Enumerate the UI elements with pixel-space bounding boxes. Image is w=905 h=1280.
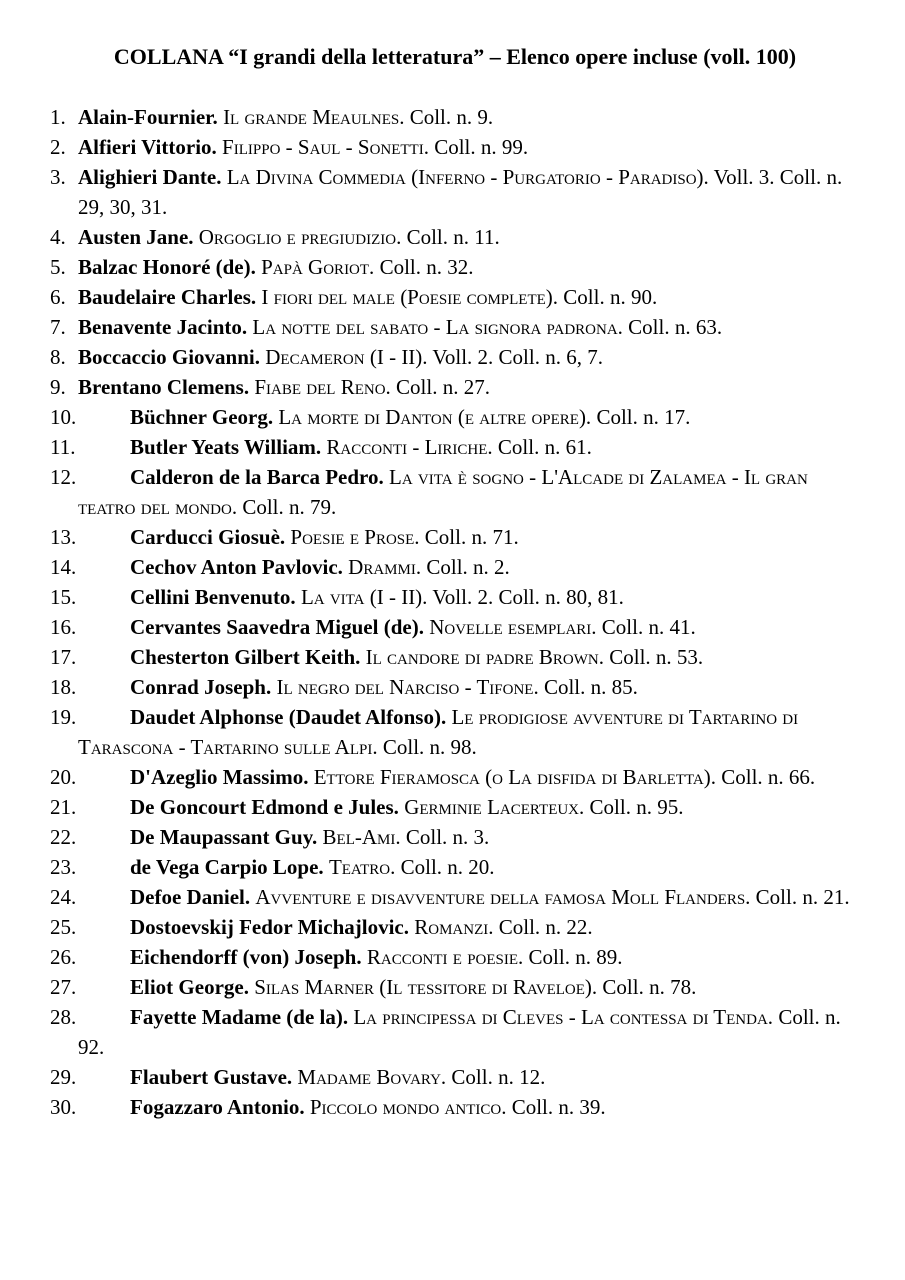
item-title: Racconti - Liriche. <box>326 435 493 459</box>
item-collection-info: Coll. n. 92. <box>78 1005 841 1059</box>
item-number: 19. <box>50 705 77 729</box>
item-author: Brentano Clemens. <box>78 375 250 399</box>
item-collection-info: Coll. n. 39. <box>511 1095 606 1119</box>
item-number: 13. <box>50 525 77 549</box>
item-collection-info: Coll. n. 11. <box>406 225 500 249</box>
item-title: Papà Goriot. <box>261 255 375 279</box>
item-number: 4. <box>50 225 66 249</box>
item-title: La principessa di Cleves - La contessa di Tenda. <box>353 1005 774 1029</box>
item-author: Austen Jane. <box>78 225 194 249</box>
list-item <box>50 252 860 282</box>
item-title: La morte di Danton (e altre opere). <box>278 405 592 429</box>
item-number: 9. <box>50 375 66 399</box>
item-title: Teatro. <box>328 855 396 879</box>
item-author: Balzac Honoré (de). <box>78 255 256 279</box>
item-collection-info: Coll. n. 21. <box>755 885 850 909</box>
list-item <box>50 372 860 402</box>
item-author: Benavente Jacinto. <box>78 315 248 339</box>
list-item <box>50 1002 860 1062</box>
item-author: De Goncourt Edmond e Jules. <box>130 795 399 819</box>
item-author: Calderon de la Barca Pedro. <box>130 465 384 489</box>
item-number: 17. <box>50 645 77 669</box>
item-author: Fogazzaro Antonio. <box>130 1095 305 1119</box>
list-item <box>50 702 860 762</box>
item-number: 28. <box>50 1005 77 1029</box>
item-collection-info: Coll. n. 20. <box>400 855 495 879</box>
list-item <box>50 552 860 582</box>
list-item <box>50 342 860 372</box>
item-collection-info: Coll. n. 2. <box>426 555 510 579</box>
item-title: Ettore Fieramosca (o La disfida di Barletta). <box>313 765 716 789</box>
item-collection-info: Voll. 3. Coll. n. 29, 30, 31. <box>78 165 843 219</box>
item-number: 24. <box>50 885 77 909</box>
item-author: Baudelaire Charles. <box>78 285 257 309</box>
item-collection-info: Coll. n. 63. <box>628 315 723 339</box>
item-author: Alighieri Dante. <box>78 165 222 189</box>
list-item <box>50 882 860 912</box>
item-collection-info: Coll. n. 90. <box>563 285 658 309</box>
item-title: Decameron (I - II). <box>265 345 428 369</box>
item-author: Butler Yeats William. <box>130 435 322 459</box>
page-title: COLLANA “I grandi della letteratura” – Elenco opere incluse (voll. 100) <box>113 44 797 69</box>
item-author: Alfieri Vittorio. <box>78 135 217 159</box>
item-collection-info: Coll. n. 95. <box>589 795 684 819</box>
item-title: I fiori del male (Poesie complete). <box>261 285 559 309</box>
item-title: Poesie e Prose. <box>290 525 420 549</box>
item-collection-info: Coll. n. 12. <box>451 1065 546 1089</box>
item-title: Madame Bovary. <box>297 1065 447 1089</box>
item-number: 23. <box>50 855 77 879</box>
item-collection-info: Coll. n. 71. <box>424 525 519 549</box>
item-title: Le prodigiose avventure di Tartarino di Tarascona - Tartarino sulle Alpi. <box>78 705 799 759</box>
item-number: 27. <box>50 975 77 999</box>
item-collection-info: Coll. n. 27. <box>396 375 490 399</box>
item-author: Chesterton Gilbert Keith. <box>130 645 361 669</box>
item-title: Fiabe del Reno. <box>254 375 391 399</box>
list-item <box>50 222 860 252</box>
item-collection-info: Coll. n. 9. <box>409 105 494 129</box>
list-item <box>50 1062 860 1092</box>
item-title: La vita (I - II). <box>300 585 428 609</box>
item-title: Germinie Lacerteux. <box>404 795 585 819</box>
item-number: 29. <box>50 1065 77 1089</box>
item-collection-info: Coll. n. 61. <box>497 435 592 459</box>
item-author: Eichendorff (von) Joseph. <box>130 945 362 969</box>
item-collection-info: Coll. n. 41. <box>601 615 696 639</box>
item-number: 21. <box>50 795 77 819</box>
item-number: 12. <box>50 465 77 489</box>
item-author: Conrad Joseph. <box>130 675 272 699</box>
item-number: 3. <box>50 165 66 189</box>
item-title: Il candore di padre Brown. <box>365 645 604 669</box>
item-collection-info: Coll. n. 85. <box>543 675 638 699</box>
list-item <box>50 282 860 312</box>
item-author: Cervantes Saavedra Miguel (de). <box>130 615 424 639</box>
works-list <box>50 102 860 1122</box>
item-number: 22. <box>50 825 77 849</box>
item-number: 10. <box>50 405 77 429</box>
item-collection-info: Voll. 2. Coll. n. 6, 7. <box>432 345 603 369</box>
item-collection-info: Voll. 2. Coll. n. 80, 81. <box>432 585 624 609</box>
item-author: D'Azeglio Massimo. <box>130 765 309 789</box>
item-collection-info: Coll. n. 78. <box>602 975 697 999</box>
list-item <box>50 432 860 462</box>
item-collection-info: Coll. n. 32. <box>379 255 474 279</box>
item-number: 8. <box>50 345 66 369</box>
item-author: Alain-Fournier. <box>78 105 218 129</box>
list-item <box>50 1092 860 1122</box>
item-title: Romanzi. <box>414 915 494 939</box>
item-title: Piccolo mondo antico. <box>309 1095 507 1119</box>
item-author: Boccaccio Giovanni. <box>78 345 260 369</box>
list-item <box>50 852 860 882</box>
item-title: Filippo - Saul - Sonetti. <box>222 135 429 159</box>
item-collection-info: Coll. n. 79. <box>242 495 337 519</box>
item-number: 26. <box>50 945 77 969</box>
item-title: Orgoglio e pregiudizio. <box>198 225 402 249</box>
item-collection-info: Coll. n. 22. <box>498 915 593 939</box>
item-title: Il grande Meaulnes. <box>223 105 405 129</box>
list-item <box>50 642 860 672</box>
item-title: La vita è sogno - L'Alcade di Zalamea - Il gran teatro del mondo. <box>78 465 808 519</box>
item-author: de Vega Carpio Lope. <box>130 855 324 879</box>
list-item <box>50 402 860 432</box>
item-number: 16. <box>50 615 77 639</box>
item-title: Il negro del Narciso - Tifone. <box>276 675 539 699</box>
list-item <box>50 612 860 642</box>
item-author: Defoe Daniel. <box>130 885 251 909</box>
list-item <box>50 132 860 162</box>
item-collection-info: Coll. n. 53. <box>609 645 704 669</box>
item-title: Novelle esemplari. <box>429 615 597 639</box>
list-item <box>50 792 860 822</box>
list-item <box>50 942 860 972</box>
item-author: Cellini Benvenuto. <box>130 585 296 609</box>
item-author: Büchner Georg. <box>130 405 274 429</box>
list-item <box>50 822 860 852</box>
list-item <box>50 972 860 1002</box>
item-number: 20. <box>50 765 77 789</box>
item-number: 30. <box>50 1095 77 1119</box>
item-author: Eliot George. <box>130 975 249 999</box>
item-title: Avventure e disavventure della famosa Moll Flanders. <box>255 885 751 909</box>
item-title: La notte del sabato - La signora padrona. <box>252 315 623 339</box>
item-number: 2. <box>50 135 66 159</box>
item-collection-info: Coll. n. 3. <box>405 825 490 849</box>
item-author: Daudet Alphonse (Daudet Alfonso). <box>130 705 447 729</box>
item-author: Carducci Giosuè. <box>130 525 286 549</box>
item-title: Racconti e poesie. <box>366 945 524 969</box>
item-collection-info: Coll. n. 98. <box>382 735 477 759</box>
item-collection-info: Coll. n. 66. <box>721 765 816 789</box>
item-collection-info: Coll. n. 99. <box>434 135 529 159</box>
item-author: De Maupassant Guy. <box>130 825 318 849</box>
item-collection-info: Coll. n. 89. <box>528 945 623 969</box>
list-item <box>50 522 860 552</box>
list-item <box>50 762 860 792</box>
list-item <box>50 672 860 702</box>
item-number: 7. <box>50 315 66 339</box>
item-title: Bel-Ami. <box>322 825 401 849</box>
item-number: 1. <box>50 105 66 129</box>
item-number: 15. <box>50 585 77 609</box>
list-item <box>50 102 860 132</box>
list-item <box>50 162 860 222</box>
item-title: Drammi. <box>348 555 422 579</box>
item-number: 6. <box>50 285 66 309</box>
item-author: Fayette Madame (de la). <box>130 1005 349 1029</box>
item-author: Flaubert Gustave. <box>130 1065 293 1089</box>
list-item <box>50 312 860 342</box>
item-number: 14. <box>50 555 77 579</box>
item-collection-info: Coll. n. 17. <box>596 405 691 429</box>
item-author: Dostoevskij Fedor Michajlovic. <box>130 915 409 939</box>
item-number: 5. <box>50 255 66 279</box>
item-number: 18. <box>50 675 77 699</box>
item-title: La Divina Commedia (Inferno - Purgatorio - Paradiso). <box>226 165 709 189</box>
item-title: Silas Marner (Il tessitore di Raveloe). <box>254 975 598 999</box>
item-author: Cechov Anton Pavlovic. <box>130 555 343 579</box>
list-item <box>50 912 860 942</box>
item-number: 11. <box>50 435 76 459</box>
list-item <box>50 582 860 612</box>
list-item <box>50 462 860 522</box>
item-number: 25. <box>50 915 77 939</box>
